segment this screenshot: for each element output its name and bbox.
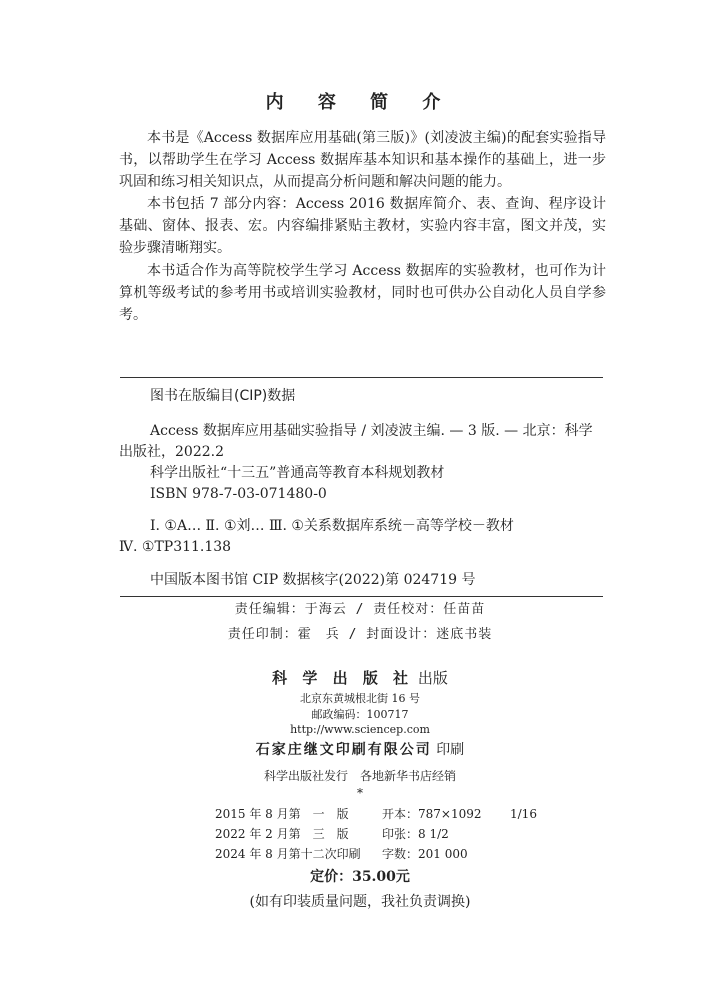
printer-name: 石家庄继文印刷有限公司 [255, 742, 432, 758]
distribution-line: 科学出版社发行 各地新华书店经销 [263, 769, 456, 783]
cip-isbn-line: ISBN 978-7-03-071480-0 [150, 486, 327, 502]
format-cell: 字数：201 000 [382, 847, 468, 861]
publisher-line [0, 667, 720, 689]
cip-series-line: 科学出版社“十三五”普通高等教育本科规划教材 [150, 465, 445, 481]
edition-info-table [215, 804, 537, 864]
edition-row [215, 824, 537, 844]
cip-bottom-rule [120, 596, 603, 597]
format-extra-cell [510, 824, 537, 844]
production-credits: 责任印制：霍 兵 / 封面设计：迷底书装 [227, 627, 493, 642]
separator-star: * [357, 786, 363, 800]
cip-heading: 图书在版编目(CIP)数据 [150, 388, 296, 404]
cip-publisher-line: 出版社，2022.2 [119, 444, 224, 460]
printer-suffix: 印刷 [436, 742, 465, 758]
format-extra-cell [510, 844, 537, 864]
format-cell: 开本：787×1092 [382, 807, 482, 821]
cip-record-line: 中国版本图书馆 CIP 数据核字(2022)第 024719 号 [150, 572, 476, 588]
edition-cell: 2022 年 2 月第 三 版 [215, 827, 349, 841]
cip-description [119, 421, 606, 505]
cip-top-rule [120, 377, 603, 378]
edition-cell: 2024 年 8 月第十二次印刷 [215, 847, 361, 861]
summary-paragraph-2: 本书包括 7 部分内容：Access 2016 数据库简介、表、查询、程序设计基础、窗体、报表、宏。内容编排紧贴主教材，实验内容丰富，图文并茂，实验步骤清晰翔实。 [119, 196, 606, 256]
format-extra-cell: 1/16 [510, 807, 537, 821]
publisher-zip: 邮政编码：100717 [311, 708, 409, 721]
format-cell: 印张：8 1/2 [382, 827, 449, 841]
publisher-name: 科 学 出 版 社 [272, 669, 414, 687]
edition-row [215, 844, 537, 864]
price: 定价：35.00元 [310, 869, 410, 885]
cip-class-line-1: Ⅰ. ①A… Ⅱ. ①刘… Ⅲ. ①关系数据库系统－高等学校－教材 [150, 518, 514, 534]
cip-class-line-2: Ⅳ. ①TP311.138 [119, 539, 232, 555]
cip-classification [119, 516, 606, 558]
quality-notice: (如有印装质量问题，我社负责调换) [249, 894, 471, 910]
publisher-url: http://www.sciencep.com [290, 723, 430, 736]
publisher-address: 北京东黄城根北街 16 号 [300, 692, 420, 705]
cip-title-line: Access 数据库应用基础实验指导 / 刘凌波主编. — 3 版. — 北京：科学 [150, 423, 593, 439]
summary-paragraph-3: 本书适合作为高等院校学生学习 Access 数据库的实验教材，也可作为计算机等级考试的参考用书或培训实验教材，同时也可供办公自动化人员自学参考。 [119, 263, 606, 323]
editor-credits: 责任编辑：于海云 / 责任校对：任苗苗 [234, 602, 486, 617]
publisher-suffix: 出版 [417, 669, 448, 687]
summary-paragraph-1: 本书是《Access 数据库应用基础(第三版)》(刘凌波主编)的配套实验指导书，以帮助学生在学习 Access 数据库基本知识和基本操作的基础上，进一步巩固和练习相关知识点，从而提高分析问题和解决问题的能力。 [119, 130, 606, 190]
summary-title: 内 容 简 介 [265, 92, 455, 113]
edition-cell: 2015 年 8 月第 一 版 [215, 807, 349, 821]
printer-line [0, 739, 720, 761]
cip-record [119, 570, 606, 591]
edition-row [215, 804, 537, 824]
